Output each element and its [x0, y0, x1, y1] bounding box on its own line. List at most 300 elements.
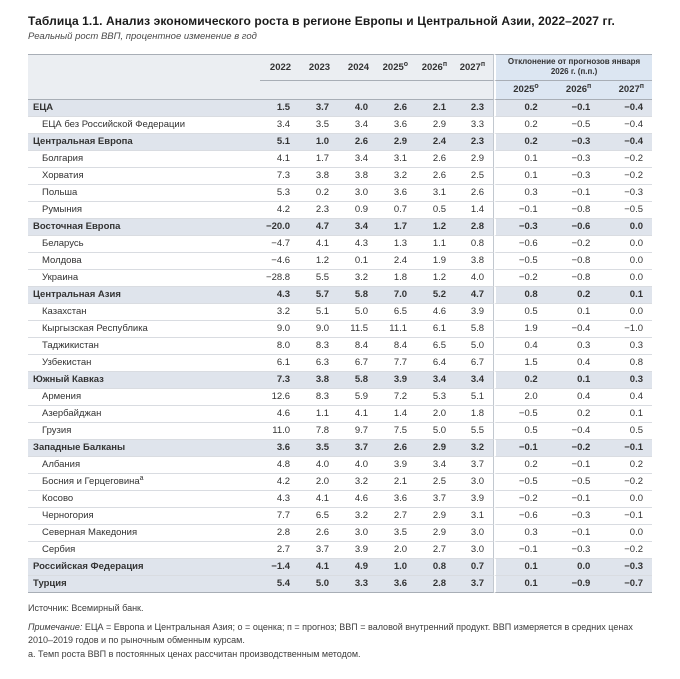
deviation-value-cell: −0.8	[547, 202, 600, 219]
deviation-value-cell: −0.2	[494, 270, 547, 287]
deviation-year-header-2026: $2026^п$	[547, 81, 600, 100]
deviation-value-cell: −0.1	[494, 440, 547, 457]
country-row	[28, 321, 652, 338]
gdp-value-cell: 4.0	[455, 270, 494, 287]
gdp-value-cell: 1.5	[260, 100, 299, 117]
deviation-value-cell: −0.9	[547, 576, 600, 593]
row-label: Болгария	[28, 151, 260, 168]
gdp-value-cell: 3.9	[377, 372, 416, 389]
deviation-value-cell: 0.2	[494, 100, 547, 117]
gdp-value-cell: 6.5	[299, 508, 338, 525]
gdp-value-cell: 3.6	[377, 117, 416, 134]
gdp-value-cell: −4.7	[260, 236, 299, 253]
row-label: ЕЦА	[28, 100, 260, 117]
gdp-value-cell: 6.1	[416, 321, 455, 338]
gdp-value-cell: 4.0	[338, 457, 377, 474]
deviation-group-header	[494, 54, 652, 81]
region-row	[28, 100, 652, 117]
gdp-value-cell: 3.5	[299, 117, 338, 134]
deviation-value-cell: 0.4	[494, 338, 547, 355]
gdp-value-cell: 8.3	[299, 338, 338, 355]
row-label: Босния и Герцеговина$^а$	[28, 474, 260, 491]
deviation-value-cell: −0.4	[599, 134, 652, 151]
row-label: Албания	[28, 457, 260, 474]
deviation-value-cell: 0.1	[494, 559, 547, 576]
gdp-value-cell: 1.4	[377, 406, 416, 423]
deviation-value-cell: −0.3	[547, 168, 600, 185]
gdp-value-cell: 5.3	[416, 389, 455, 406]
country-row	[28, 457, 652, 474]
deviation-value-cell: 0.1	[599, 287, 652, 304]
country-row	[28, 355, 652, 372]
row-label: Сербия	[28, 542, 260, 559]
row-label: Грузия	[28, 423, 260, 440]
deviation-value-cell: −0.1	[547, 185, 600, 202]
note-label: Примечание:	[28, 621, 83, 632]
row-label: Хорватия	[28, 168, 260, 185]
deviation-value-cell: −0.1	[547, 100, 600, 117]
gdp-value-cell: 2.6	[455, 185, 494, 202]
gdp-value-cell: 9.0	[260, 321, 299, 338]
gdp-value-cell: 3.9	[455, 491, 494, 508]
row-label: Армения	[28, 389, 260, 406]
gdp-value-cell: 5.0	[299, 576, 338, 593]
gdp-value-cell: 5.8	[455, 321, 494, 338]
region-row	[28, 372, 652, 389]
gdp-value-cell: 0.9	[338, 202, 377, 219]
gdp-value-cell: 3.2	[260, 304, 299, 321]
deviation-value-cell: 0.2	[547, 406, 600, 423]
row-label: Черногория	[28, 508, 260, 525]
gdp-value-cell: 2.7	[260, 542, 299, 559]
gdp-value-cell: 3.1	[416, 185, 455, 202]
deviation-value-cell: −0.5	[494, 253, 547, 270]
row-label: Центральная Европа	[28, 134, 260, 151]
footnote-a: а. Темп роста ВВП в постоянных ценах рассчитан производственным методом.	[28, 648, 361, 659]
gdp-value-cell: 5.7	[299, 287, 338, 304]
gdp-value-cell: 3.2	[377, 168, 416, 185]
year-column-header-2027: $2027^п$	[455, 54, 494, 81]
gdp-value-cell: 3.7	[299, 100, 338, 117]
gdp-value-cell: 2.6	[377, 440, 416, 457]
deviation-value-cell: −0.4	[547, 321, 600, 338]
year-column-header-2026: $2026^п$	[416, 54, 455, 81]
row-label-column-header	[28, 54, 260, 100]
country-row	[28, 406, 652, 423]
gdp-value-cell: 5.1	[299, 304, 338, 321]
gdp-value-cell: 5.5	[455, 423, 494, 440]
deviation-value-cell: −0.1	[547, 525, 600, 542]
gdp-value-cell: 4.1	[260, 151, 299, 168]
gdp-value-cell: 2.8	[416, 576, 455, 593]
gdp-value-cell: 1.1	[416, 236, 455, 253]
region-row	[28, 576, 652, 593]
gdp-value-cell: 3.3	[338, 576, 377, 593]
gdp-value-cell: 3.6	[260, 440, 299, 457]
gdp-value-cell: 3.2	[338, 508, 377, 525]
gdp-value-cell: 4.1	[299, 236, 338, 253]
table-body	[28, 100, 652, 593]
gdp-value-cell: 3.8	[299, 168, 338, 185]
gdp-value-cell: 3.5	[299, 440, 338, 457]
gdp-value-cell: 1.0	[377, 559, 416, 576]
country-row	[28, 389, 652, 406]
row-label: Косово	[28, 491, 260, 508]
deviation-value-cell: 0.2	[547, 287, 600, 304]
country-row	[28, 117, 652, 134]
row-label: ЕЦА без Российской Федерации	[28, 117, 260, 134]
gdp-value-cell: 4.7	[455, 287, 494, 304]
gdp-value-cell: 3.9	[455, 304, 494, 321]
gdp-value-cell: 5.0	[455, 338, 494, 355]
gdp-value-cell: 7.3	[260, 168, 299, 185]
gdp-value-cell: 1.7	[299, 151, 338, 168]
deviation-value-cell: −0.1	[494, 542, 547, 559]
deviation-value-cell: 2.0	[494, 389, 547, 406]
gdp-value-cell: 5.9	[338, 389, 377, 406]
year-column-header-2025: $2025^о$	[377, 54, 416, 81]
row-label: Украина	[28, 270, 260, 287]
header-spacer	[260, 81, 494, 100]
gdp-value-cell: 11.5	[338, 321, 377, 338]
gdp-value-cell: 3.1	[455, 508, 494, 525]
deviation-value-cell: −0.2	[599, 168, 652, 185]
deviation-value-cell: 0.5	[494, 304, 547, 321]
deviation-value-cell: −0.2	[599, 474, 652, 491]
gdp-value-cell: 3.2	[338, 270, 377, 287]
gdp-value-cell: 3.0	[338, 185, 377, 202]
gdp-value-cell: 4.8	[260, 457, 299, 474]
table-title: Таблица 1.1. Анализ экономического роста в регионе Европы и Центральной Азии, 2022–2027 гг.	[28, 14, 615, 28]
gdp-value-cell: 11.0	[260, 423, 299, 440]
gdp-value-cell: 3.7	[416, 491, 455, 508]
country-row	[28, 151, 652, 168]
gdp-value-cell: 5.8	[338, 372, 377, 389]
gdp-value-cell: 4.0	[338, 100, 377, 117]
deviation-value-cell: −0.3	[599, 559, 652, 576]
gdp-value-cell: 8.4	[377, 338, 416, 355]
gdp-value-cell: 4.3	[338, 236, 377, 253]
gdp-value-cell: 2.1	[377, 474, 416, 491]
gdp-value-cell: 2.9	[416, 525, 455, 542]
row-label: Западные Балканы	[28, 440, 260, 457]
gdp-value-cell: 8.4	[338, 338, 377, 355]
gdp-value-cell: 4.2	[260, 474, 299, 491]
gdp-value-cell: 3.7	[299, 542, 338, 559]
deviation-value-cell: −0.5	[547, 474, 600, 491]
gdp-value-cell: 1.8	[455, 406, 494, 423]
gdp-value-cell: 1.3	[377, 236, 416, 253]
gdp-value-cell: 6.4	[416, 355, 455, 372]
gdp-value-cell: 0.1	[338, 253, 377, 270]
gdp-value-cell: 2.3	[299, 202, 338, 219]
row-label: Российская Федерация	[28, 559, 260, 576]
gdp-value-cell: 8.3	[299, 389, 338, 406]
gdp-value-cell: 4.7	[299, 219, 338, 236]
region-row	[28, 134, 652, 151]
gdp-value-cell: 3.8	[338, 168, 377, 185]
gdp-value-cell: 3.0	[455, 474, 494, 491]
gdp-value-cell: 2.5	[416, 474, 455, 491]
gdp-value-cell: 2.8	[455, 219, 494, 236]
deviation-value-cell: −0.4	[547, 423, 600, 440]
country-row	[28, 542, 652, 559]
deviation-value-cell: 0.2	[494, 457, 547, 474]
deviation-value-cell: 1.9	[494, 321, 547, 338]
gdp-value-cell: 4.0	[299, 457, 338, 474]
gdp-value-cell: 7.0	[377, 287, 416, 304]
row-label: Молдова	[28, 253, 260, 270]
gdp-value-cell: 5.1	[260, 134, 299, 151]
gdp-value-cell: 7.7	[260, 508, 299, 525]
gdp-value-cell: 6.1	[260, 355, 299, 372]
deviation-value-cell: 0.3	[494, 185, 547, 202]
header-row-years	[28, 54, 652, 81]
gdp-value-cell: 4.3	[260, 287, 299, 304]
gdp-value-cell: 4.1	[299, 491, 338, 508]
country-row	[28, 253, 652, 270]
country-row	[28, 185, 652, 202]
deviation-value-cell: −0.2	[494, 491, 547, 508]
source-note: Источник: Всемирный банк.	[28, 602, 144, 613]
gdp-value-cell: 2.4	[377, 253, 416, 270]
gdp-value-cell: 6.5	[377, 304, 416, 321]
deviation-value-cell: −0.2	[547, 236, 600, 253]
deviation-value-cell: −1.0	[599, 321, 652, 338]
gdp-value-cell: 2.3	[455, 100, 494, 117]
gdp-value-cell: 3.4	[416, 457, 455, 474]
deviation-value-cell: 0.5	[494, 423, 547, 440]
deviation-value-cell: 0.0	[599, 236, 652, 253]
year-column-header-2022: 2022	[260, 54, 299, 81]
row-label: Южный Кавказ	[28, 372, 260, 389]
gdp-value-cell: −4.6	[260, 253, 299, 270]
gdp-value-cell: 3.4	[455, 372, 494, 389]
deviation-value-cell: 0.2	[494, 117, 547, 134]
gdp-value-cell: 7.3	[260, 372, 299, 389]
region-row	[28, 440, 652, 457]
gdp-value-cell: 0.7	[377, 202, 416, 219]
footnotes	[28, 603, 652, 661]
gdp-value-cell: 6.7	[338, 355, 377, 372]
gdp-value-cell: 6.3	[299, 355, 338, 372]
deviation-value-cell: −0.5	[494, 406, 547, 423]
country-row	[28, 304, 652, 321]
gdp-value-cell: 5.1	[455, 389, 494, 406]
gdp-value-cell: 8.0	[260, 338, 299, 355]
year-column-header-2024: 2024	[338, 54, 377, 81]
country-row	[28, 474, 652, 491]
gdp-value-cell: 3.4	[338, 117, 377, 134]
deviation-value-cell: 0.0	[547, 559, 600, 576]
region-row	[28, 287, 652, 304]
gdp-value-cell: 3.6	[377, 185, 416, 202]
region-row	[28, 559, 652, 576]
deviation-value-cell: −0.6	[494, 236, 547, 253]
gdp-value-cell: 1.8	[377, 270, 416, 287]
deviation-value-cell: 0.0	[599, 253, 652, 270]
region-row	[28, 219, 652, 236]
deviation-value-cell: −0.1	[599, 508, 652, 525]
deviation-value-cell: −0.1	[494, 202, 547, 219]
gdp-value-cell: 3.6	[377, 576, 416, 593]
deviation-value-cell: 0.4	[547, 389, 600, 406]
deviation-value-cell: 0.5	[599, 423, 652, 440]
year-column-header-2023: 2023	[299, 54, 338, 81]
gdp-value-cell: 5.4	[260, 576, 299, 593]
gdp-value-cell: 2.9	[377, 134, 416, 151]
deviation-value-cell: 0.8	[599, 355, 652, 372]
gdp-value-cell: 0.8	[416, 559, 455, 576]
deviation-value-cell: 0.1	[547, 304, 600, 321]
gdp-value-cell: 1.9	[416, 253, 455, 270]
deviation-value-cell: 0.1	[494, 151, 547, 168]
gdp-value-cell: 3.0	[338, 525, 377, 542]
deviation-value-cell: −0.2	[547, 440, 600, 457]
row-label: Центральная Азия	[28, 287, 260, 304]
gdp-value-cell: 1.1	[299, 406, 338, 423]
gdp-value-cell: 1.4	[455, 202, 494, 219]
row-label: Польша	[28, 185, 260, 202]
gdp-value-cell: 0.7	[455, 559, 494, 576]
country-row	[28, 491, 652, 508]
country-row	[28, 270, 652, 287]
gdp-value-cell: 4.6	[338, 491, 377, 508]
gdp-value-cell: 4.2	[260, 202, 299, 219]
country-row	[28, 508, 652, 525]
deviation-value-cell: −0.2	[599, 151, 652, 168]
deviation-value-cell: −0.8	[547, 253, 600, 270]
gdp-value-cell: 4.6	[416, 304, 455, 321]
deviation-value-cell: 0.4	[547, 355, 600, 372]
country-row	[28, 423, 652, 440]
row-label: Таджикистан	[28, 338, 260, 355]
gdp-value-cell: 4.3	[260, 491, 299, 508]
table-subtitle: Реальный рост ВВП, процентное изменение в год	[28, 31, 257, 42]
deviation-value-cell: 0.1	[599, 406, 652, 423]
gdp-value-cell: 3.4	[416, 372, 455, 389]
gdp-value-cell: 2.6	[377, 100, 416, 117]
gdp-value-cell: 1.2	[416, 219, 455, 236]
gdp-value-cell: 9.7	[338, 423, 377, 440]
gdp-value-cell: 2.9	[416, 117, 455, 134]
gdp-value-cell: 7.7	[377, 355, 416, 372]
deviation-value-cell: −0.1	[547, 491, 600, 508]
gdp-value-cell: 3.4	[338, 151, 377, 168]
gdp-value-cell: 2.0	[377, 542, 416, 559]
gdp-value-cell: 4.9	[338, 559, 377, 576]
gdp-value-cell: 2.9	[416, 508, 455, 525]
deviation-value-cell: 0.3	[494, 525, 547, 542]
deviation-value-cell: −0.7	[599, 576, 652, 593]
gdp-value-cell: 1.0	[299, 134, 338, 151]
gdp-value-cell: 2.0	[299, 474, 338, 491]
deviation-value-cell: −0.3	[547, 151, 600, 168]
gdp-value-cell: 3.0	[455, 525, 494, 542]
gdp-value-cell: 2.7	[416, 542, 455, 559]
gdp-value-cell: 2.4	[416, 134, 455, 151]
gdp-value-cell: 9.0	[299, 321, 338, 338]
gdp-value-cell: 2.8	[260, 525, 299, 542]
country-row	[28, 168, 652, 185]
gdp-value-cell: 5.2	[416, 287, 455, 304]
country-row	[28, 236, 652, 253]
deviation-value-cell: 0.1	[494, 576, 547, 593]
row-label: Беларусь	[28, 236, 260, 253]
table-header	[28, 54, 652, 100]
gdp-value-cell: 2.1	[416, 100, 455, 117]
gdp-value-cell: 3.5	[377, 525, 416, 542]
deviation-value-cell: 0.1	[547, 372, 600, 389]
gdp-value-cell: 3.4	[338, 219, 377, 236]
row-label: Кыргызская Республика	[28, 321, 260, 338]
row-label: Азербайджан	[28, 406, 260, 423]
deviation-value-cell: 0.1	[494, 168, 547, 185]
row-label: Восточная Европа	[28, 219, 260, 236]
gdp-value-cell: −20.0	[260, 219, 299, 236]
country-row	[28, 525, 652, 542]
gdp-value-cell: 1.7	[377, 219, 416, 236]
gdp-value-cell: 6.5	[416, 338, 455, 355]
gdp-value-cell: 7.2	[377, 389, 416, 406]
deviation-value-cell: 0.8	[494, 287, 547, 304]
gdp-value-cell: 2.3	[455, 134, 494, 151]
deviation-value-cell: −0.5	[599, 202, 652, 219]
deviation-value-cell: −0.1	[547, 457, 600, 474]
row-label: Узбекистан	[28, 355, 260, 372]
gdp-value-cell: 3.2	[455, 440, 494, 457]
gdp-value-cell: 3.8	[299, 372, 338, 389]
gdp-growth-table	[28, 54, 652, 593]
deviation-value-cell: −0.3	[599, 185, 652, 202]
row-label: Румыния	[28, 202, 260, 219]
gdp-value-cell: 3.3	[455, 117, 494, 134]
gdp-value-cell: 11.1	[377, 321, 416, 338]
gdp-value-cell: 2.9	[416, 440, 455, 457]
gdp-value-cell: 3.8	[455, 253, 494, 270]
gdp-value-cell: 0.5	[416, 202, 455, 219]
gdp-value-cell: 3.7	[338, 440, 377, 457]
deviation-value-cell: 0.2	[494, 134, 547, 151]
deviation-value-cell: 0.0	[599, 491, 652, 508]
country-row	[28, 338, 652, 355]
deviation-year-header-2025: $2025^о$	[494, 81, 547, 100]
deviation-value-cell: 0.2	[494, 372, 547, 389]
deviation-value-cell: −0.2	[599, 542, 652, 559]
deviation-value-cell: −0.5	[547, 117, 600, 134]
deviation-value-cell: 0.2	[599, 457, 652, 474]
gdp-value-cell: 2.0	[416, 406, 455, 423]
gdp-value-cell: 5.3	[260, 185, 299, 202]
gdp-value-cell: 4.1	[299, 559, 338, 576]
deviation-value-cell: −0.1	[599, 440, 652, 457]
deviation-value-cell: −0.3	[547, 134, 600, 151]
gdp-value-cell: 3.9	[338, 542, 377, 559]
general-note	[28, 621, 652, 647]
gdp-value-cell: 1.2	[299, 253, 338, 270]
deviation-value-cell: −0.8	[547, 270, 600, 287]
gdp-value-cell: 6.7	[455, 355, 494, 372]
gdp-value-cell: 2.6	[299, 525, 338, 542]
gdp-value-cell: 0.2	[299, 185, 338, 202]
deviation-value-cell: −0.5	[494, 474, 547, 491]
deviation-value-cell: 0.0	[599, 270, 652, 287]
gdp-value-cell: 7.5	[377, 423, 416, 440]
gdp-value-cell: 3.4	[260, 117, 299, 134]
gdp-value-cell: 5.0	[338, 304, 377, 321]
gdp-value-cell: 3.9	[377, 457, 416, 474]
gdp-value-cell: 2.6	[416, 168, 455, 185]
